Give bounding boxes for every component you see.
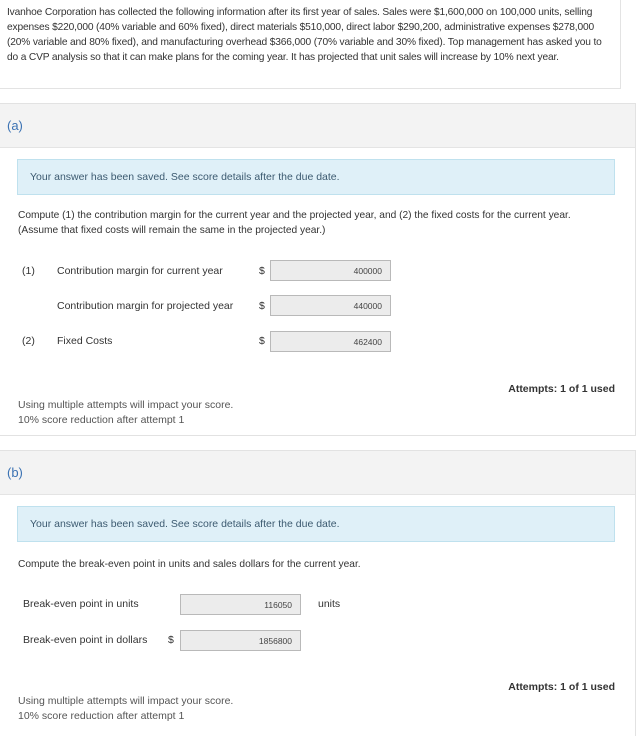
problem-statement (0, 0, 621, 89)
break-even-dollars-input[interactable]: 1856800 (180, 630, 301, 651)
contribution-margin-projected-input[interactable]: 440000 (270, 295, 391, 316)
saved-notice: Your answer has been saved. See score details after the due date. (17, 506, 615, 542)
contribution-margin-current-label: Contribution margin for current year (57, 265, 223, 277)
part-b-header (0, 451, 635, 495)
attempts-note (18, 694, 233, 724)
fixed-costs-label: Fixed Costs (57, 335, 113, 347)
attempts-count: Attempts: 1 of 1 used (508, 681, 615, 693)
part-a-label: (a) (7, 118, 23, 133)
units-label: units (318, 598, 341, 610)
currency-symbol: $ (259, 335, 265, 347)
part-a-panel (0, 103, 636, 436)
attempts-note (18, 398, 233, 428)
part-a-instruction: Compute (1) the contribution margin for the current year and the projected year, and (2) the fixed costs for the current year. (Assume that fixed costs will remain the same in the projected year.) (18, 210, 571, 236)
break-even-units-label: Break-even point in units (23, 598, 139, 610)
attempts-note-line: Using multiple attempts will impact your score. (18, 695, 234, 707)
contribution-margin-current-input[interactable]: 400000 (270, 260, 391, 281)
currency-symbol: $ (259, 265, 265, 277)
part-b-instruction: Compute the break-even point in units and sales dollars for the current year. (18, 559, 361, 570)
break-even-units-input[interactable]: 116050 (180, 594, 301, 615)
row-number: (2) (22, 335, 35, 347)
problem-text: Ivanhoe Corporation has collected the following information after its first year of sales. Sales were $1,600,000 on 100,000 units, selling expenses $220,000 (40% variable and 60% fixed), direct materials $510,000, direct labor $290,200, administrative expenses $278,000 (20% variable and 80% fixed), and manufacturing overhead $366,000 (70% variable and 30% fixed). Top management has asked you to do a CVP analysis so that it can make plans for the coming year. It has projected that unit sales will increase by 10% next year. (7, 7, 602, 63)
part-b-label: (b) (7, 465, 23, 480)
row-number: (1) (22, 265, 35, 277)
part-a-header (0, 104, 635, 148)
currency-symbol: $ (259, 300, 265, 312)
part-b-panel (0, 450, 636, 736)
attempts-note-line: 10% score reduction after attempt 1 (18, 414, 185, 426)
break-even-dollars-label: Break-even point in dollars (23, 634, 148, 646)
saved-notice: Your answer has been saved. See score details after the due date. (17, 159, 615, 195)
attempts-count: Attempts: 1 of 1 used (508, 383, 615, 395)
currency-symbol: $ (168, 634, 174, 646)
attempts-note-line: Using multiple attempts will impact your score. (18, 399, 234, 411)
attempts-note-line: 10% score reduction after attempt 1 (18, 710, 185, 722)
contribution-margin-projected-label: Contribution margin for projected year (57, 300, 234, 312)
fixed-costs-input[interactable]: 462400 (270, 331, 391, 352)
